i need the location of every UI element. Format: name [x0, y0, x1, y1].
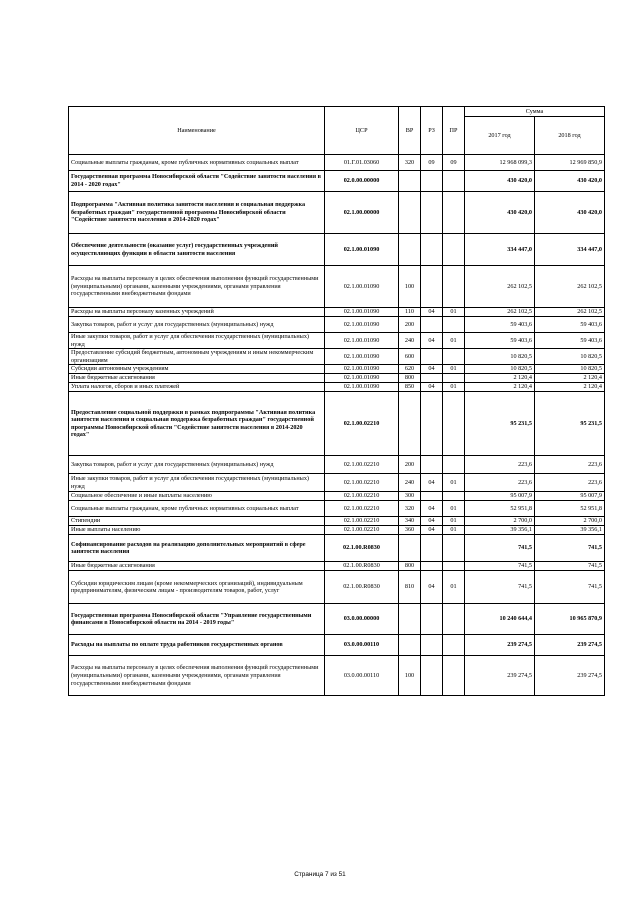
cell-pr [443, 492, 465, 501]
header-csr: ЦСР [325, 107, 399, 155]
cell-name: Социальные выплаты гражданам, кроме публичных нормативных социальных выплат [69, 501, 325, 517]
cell-2018: 52 951,8 [535, 501, 605, 517]
cell-csr: 02.1.00.02210 [325, 517, 399, 526]
cell-rz [421, 392, 443, 456]
cell-csr: 03.0.00.00110 [325, 635, 399, 656]
cell-2018: 10 820,5 [535, 365, 605, 374]
cell-2018: 10 820,5 [535, 349, 605, 365]
cell-csr: 02.1.00.01090 [325, 333, 399, 349]
cell-name: Иные бюджетные ассигнования [69, 562, 325, 571]
cell-2018: 10 965 870,9 [535, 604, 605, 635]
cell-name: Закупка товаров, работ и услуг для государственных (муниципальных) нужд [69, 456, 325, 474]
cell-pr [443, 456, 465, 474]
cell-2018: 239 274,5 [535, 656, 605, 696]
page-footer: Страница 7 из 51 [294, 871, 346, 878]
table-row [69, 517, 605, 526]
cell-rz: 09 [421, 155, 443, 171]
cell-pr: 01 [443, 365, 465, 374]
cell-2017: 95 007,9 [465, 492, 535, 501]
cell-pr [443, 656, 465, 696]
cell-2017: 741,5 [465, 571, 535, 604]
cell-pr: 01 [443, 383, 465, 392]
cell-vr: 100 [399, 266, 421, 308]
cell-2018: 430 420,0 [535, 171, 605, 192]
cell-pr [443, 192, 465, 234]
cell-vr: 800 [399, 374, 421, 383]
cell-name: Расходы на выплаты персоналу в целях обеспечения выполнения функций государственными (муниципальными) органами, казенными учреждениями, органами управления государственными внебюджетными фондами [69, 656, 325, 696]
cell-pr: 01 [443, 474, 465, 492]
cell-vr: 600 [399, 349, 421, 365]
cell-rz [421, 562, 443, 571]
cell-csr: 02.1.00.01090 [325, 383, 399, 392]
cell-2017: 430 420,0 [465, 171, 535, 192]
cell-vr [399, 635, 421, 656]
cell-2018: 741,5 [535, 535, 605, 562]
cell-name: Расходы на выплаты по оплате труда работников государственных органов [69, 635, 325, 656]
cell-csr: 02.1.00.01090 [325, 349, 399, 365]
cell-pr [443, 392, 465, 456]
cell-pr [443, 266, 465, 308]
cell-2018: 2 700,0 [535, 517, 605, 526]
budget-table [68, 106, 605, 696]
table-row [69, 501, 605, 517]
cell-2017: 223,6 [465, 456, 535, 474]
cell-2017: 2 120,4 [465, 383, 535, 392]
cell-2017: 2 700,0 [465, 517, 535, 526]
cell-2018: 223,6 [535, 474, 605, 492]
cell-csr: 02.1.00.01090 [325, 308, 399, 317]
table-row [69, 526, 605, 535]
table-row [69, 392, 605, 456]
cell-vr [399, 392, 421, 456]
cell-vr: 850 [399, 383, 421, 392]
cell-2017: 430 420,0 [465, 192, 535, 234]
table-row [69, 365, 605, 374]
cell-2017: 10 820,5 [465, 349, 535, 365]
cell-csr: 02.1.00.02210 [325, 474, 399, 492]
cell-csr: 02.1.00.02210 [325, 456, 399, 474]
cell-2017: 10 240 644,4 [465, 604, 535, 635]
cell-vr: 620 [399, 365, 421, 374]
cell-vr: 810 [399, 571, 421, 604]
cell-2017: 741,5 [465, 562, 535, 571]
cell-rz: 04 [421, 501, 443, 517]
cell-2017: 39 356,1 [465, 526, 535, 535]
cell-pr: 09 [443, 155, 465, 171]
cell-rz: 04 [421, 517, 443, 526]
cell-vr: 320 [399, 501, 421, 517]
cell-csr: 02.1.00.02210 [325, 501, 399, 517]
cell-2017: 239 274,5 [465, 635, 535, 656]
cell-vr: 240 [399, 474, 421, 492]
table-row [69, 333, 605, 349]
cell-2018: 334 447,0 [535, 234, 605, 266]
cell-csr: 02.0.00.00000 [325, 171, 399, 192]
cell-vr: 340 [399, 517, 421, 526]
cell-rz [421, 317, 443, 333]
cell-pr: 01 [443, 308, 465, 317]
cell-2018: 223,6 [535, 456, 605, 474]
cell-vr [399, 535, 421, 562]
cell-name: Социальные выплаты гражданам, кроме публичных нормативных социальных выплат [69, 155, 325, 171]
cell-csr: 02.1.00.02210 [325, 492, 399, 501]
header-vr: ВР [399, 107, 421, 155]
cell-pr [443, 635, 465, 656]
cell-rz [421, 656, 443, 696]
cell-2017: 52 951,8 [465, 501, 535, 517]
cell-pr: 01 [443, 571, 465, 604]
cell-2017: 262 102,5 [465, 266, 535, 308]
cell-csr: 02.1.00.01090 [325, 365, 399, 374]
cell-rz: 04 [421, 383, 443, 392]
table-body [69, 155, 605, 696]
cell-name: Расходы на выплаты персоналу в целях обеспечения выполнения функций государственными (муниципальными) органами, казенными учреждениями, органами управления государственными внебюджетными фондами [69, 266, 325, 308]
cell-2018: 741,5 [535, 562, 605, 571]
table-header [69, 107, 605, 155]
cell-2017: 59 403,6 [465, 333, 535, 349]
cell-rz [421, 171, 443, 192]
cell-vr: 200 [399, 456, 421, 474]
cell-pr [443, 374, 465, 383]
cell-csr: 02.1.00.01090 [325, 317, 399, 333]
table-row [69, 656, 605, 696]
cell-name: Обеспечение деятельности (оказание услуг) государственных учреждений осуществляющих функции в области занятости населения [69, 234, 325, 266]
cell-rz: 04 [421, 526, 443, 535]
cell-2017: 10 820,5 [465, 365, 535, 374]
cell-2018: 239 274,5 [535, 635, 605, 656]
cell-rz: 04 [421, 571, 443, 604]
cell-vr [399, 171, 421, 192]
cell-name: Стипендии [69, 517, 325, 526]
cell-pr [443, 317, 465, 333]
cell-csr: 02.1.00.01090 [325, 266, 399, 308]
cell-rz [421, 635, 443, 656]
table-row [69, 571, 605, 604]
cell-rz: 04 [421, 333, 443, 349]
cell-vr [399, 604, 421, 635]
cell-name: Иные бюджетные ассигнования [69, 374, 325, 383]
cell-2018: 262 102,5 [535, 266, 605, 308]
cell-name: Подпрограмма "Активная политика занятости населения и социальная поддержка безработных граждан" государственной программы Новосибирской области "Содействие занятости населения в 2014-2020 годах" [69, 192, 325, 234]
table-row [69, 456, 605, 474]
cell-2017: 95 231,5 [465, 392, 535, 456]
cell-rz [421, 492, 443, 501]
cell-2018: 2 120,4 [535, 374, 605, 383]
table-row [69, 383, 605, 392]
cell-2017: 223,6 [465, 474, 535, 492]
table-row [69, 155, 605, 171]
cell-vr: 200 [399, 317, 421, 333]
cell-rz [421, 374, 443, 383]
cell-csr: 01.Г.01.03060 [325, 155, 399, 171]
cell-name: Иные закупки товаров, работ и услуг для обеспечения государственных (муниципальных) нужд [69, 333, 325, 349]
cell-vr: 300 [399, 492, 421, 501]
table-row [69, 535, 605, 562]
cell-rz [421, 266, 443, 308]
table-row [69, 562, 605, 571]
cell-2017: 334 447,0 [465, 234, 535, 266]
cell-name: Государственная программа Новосибирской области "Содействие занятости населения в 2014 - 2020 годах" [69, 171, 325, 192]
cell-rz [421, 456, 443, 474]
cell-vr: 110 [399, 308, 421, 317]
table-row [69, 374, 605, 383]
cell-2017: 741,5 [465, 535, 535, 562]
cell-vr: 320 [399, 155, 421, 171]
cell-vr: 240 [399, 333, 421, 349]
cell-2018: 12 969 850,9 [535, 155, 605, 171]
cell-2018: 430 420,0 [535, 192, 605, 234]
table-row [69, 308, 605, 317]
cell-csr: 02.1.00.00000 [325, 192, 399, 234]
header-sum: Сумма [465, 107, 605, 117]
table-row [69, 192, 605, 234]
cell-csr: 03.0.00.00110 [325, 656, 399, 696]
cell-vr: 360 [399, 526, 421, 535]
cell-rz: 04 [421, 365, 443, 374]
cell-pr: 01 [443, 526, 465, 535]
cell-2018: 39 356,1 [535, 526, 605, 535]
header-2017: 2017 год [465, 117, 535, 155]
cell-name: Закупка товаров, работ и услуг для государственных (муниципальных) нужд [69, 317, 325, 333]
cell-pr [443, 562, 465, 571]
cell-rz [421, 535, 443, 562]
table-row [69, 317, 605, 333]
table-row [69, 234, 605, 266]
cell-pr [443, 234, 465, 266]
cell-2018: 95 007,9 [535, 492, 605, 501]
cell-csr: 02.1.00.02210 [325, 526, 399, 535]
cell-2017: 59 403,6 [465, 317, 535, 333]
cell-csr: 02.1.00.R0830 [325, 571, 399, 604]
cell-rz [421, 349, 443, 365]
table-row [69, 349, 605, 365]
cell-csr: 02.1.00.01090 [325, 234, 399, 266]
table-row [69, 171, 605, 192]
cell-name: Иные выплаты населению [69, 526, 325, 535]
cell-vr: 800 [399, 562, 421, 571]
header-rz: РЗ [421, 107, 443, 155]
cell-pr [443, 349, 465, 365]
cell-pr: 01 [443, 501, 465, 517]
cell-csr: 02.1.00.02210 [325, 392, 399, 456]
cell-vr: 100 [399, 656, 421, 696]
cell-2018: 262 102,5 [535, 308, 605, 317]
cell-2017: 262 102,5 [465, 308, 535, 317]
cell-csr: 02.1.00.R0830 [325, 535, 399, 562]
header-name: Наименование [69, 107, 325, 155]
cell-2017: 2 120,4 [465, 374, 535, 383]
cell-name: Софинансирование расходов на реализацию дополнительных мероприятий в сфере занятости населения [69, 535, 325, 562]
header-pr: ПР [443, 107, 465, 155]
cell-pr [443, 604, 465, 635]
cell-2018: 741,5 [535, 571, 605, 604]
cell-pr: 01 [443, 333, 465, 349]
cell-pr: 01 [443, 517, 465, 526]
cell-name: Предоставление социальной поддержки в рамках подпрограммы "Активная политика занятости населения и социальная поддержка безработных граждан" государственной программы Новосибирской области "Содействие занятости населения в 2014-2020 годах" [69, 392, 325, 456]
table-row [69, 604, 605, 635]
table-row [69, 266, 605, 308]
cell-csr: 02.1.00.R0830 [325, 562, 399, 571]
cell-vr [399, 234, 421, 266]
table-row [69, 474, 605, 492]
cell-2018: 59 403,6 [535, 317, 605, 333]
header-2018: 2018 год [535, 117, 605, 155]
cell-2017: 239 274,5 [465, 656, 535, 696]
cell-rz: 04 [421, 474, 443, 492]
cell-2017: 12 968 099,3 [465, 155, 535, 171]
cell-2018: 95 231,5 [535, 392, 605, 456]
cell-2018: 2 120,4 [535, 383, 605, 392]
cell-rz [421, 604, 443, 635]
cell-pr [443, 535, 465, 562]
table-row [69, 492, 605, 501]
cell-rz: 04 [421, 308, 443, 317]
cell-csr: 02.1.00.01090 [325, 374, 399, 383]
cell-name: Субсидии автономным учреждениям [69, 365, 325, 374]
cell-name: Субсидии юридическим лицам (кроме некоммерческих организаций), индивидуальным предпринимателям, физическим лицам - производителям товаров, работ, услуг [69, 571, 325, 604]
cell-name: Иные закупки товаров, работ и услуг для обеспечения государственных (муниципальных) нужд [69, 474, 325, 492]
cell-name: Расходы на выплаты персоналу казенных учреждений [69, 308, 325, 317]
cell-rz [421, 192, 443, 234]
table-row [69, 635, 605, 656]
cell-vr [399, 192, 421, 234]
cell-name: Уплата налогов, сборов и иных платежей [69, 383, 325, 392]
cell-2018: 59 403,6 [535, 333, 605, 349]
cell-name: Государственная программа Новосибирской области "Управление государственными финансами в Новосибирской области на 2014 - 2019 годы" [69, 604, 325, 635]
cell-name: Социальное обеспечение и иные выплаты населению [69, 492, 325, 501]
cell-pr [443, 171, 465, 192]
cell-rz [421, 234, 443, 266]
cell-name: Предоставление субсидий бюджетным, автономным учреждениям и иным некоммерческим организациям [69, 349, 325, 365]
cell-csr: 03.0.00.00000 [325, 604, 399, 635]
